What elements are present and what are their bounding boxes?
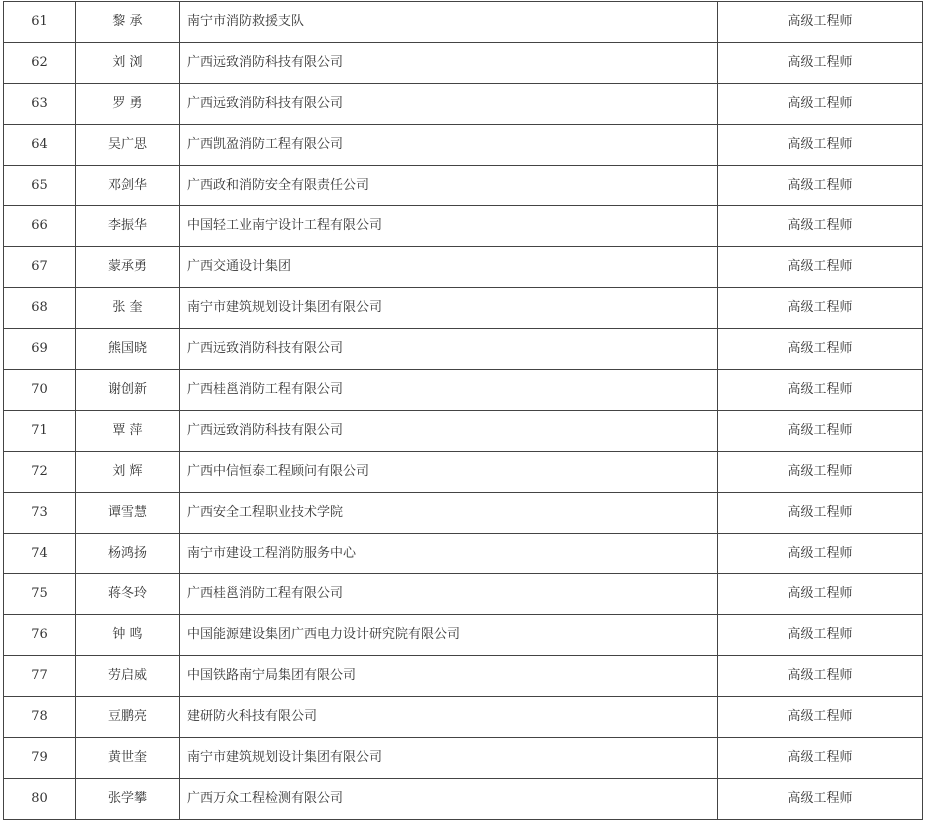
organization-name: 广西桂邕消防工程有限公司 — [180, 574, 718, 615]
row-number: 77 — [4, 656, 76, 697]
table-row — [4, 738, 923, 779]
table-row — [4, 329, 923, 370]
table-row — [4, 206, 923, 247]
professional-title: 高级工程师 — [718, 410, 923, 451]
organization-name: 南宁市建设工程消防服务中心 — [180, 533, 718, 574]
row-number: 72 — [4, 451, 76, 492]
professional-title: 高级工程师 — [718, 2, 923, 43]
person-name: 罗 勇 — [76, 83, 180, 124]
person-name: 覃 萍 — [76, 410, 180, 451]
table-row — [4, 288, 923, 329]
professional-title: 高级工程师 — [718, 42, 923, 83]
person-name: 吴广思 — [76, 124, 180, 165]
person-name: 蒙承勇 — [76, 247, 180, 288]
organization-name: 广西远致消防科技有限公司 — [180, 410, 718, 451]
professional-title: 高级工程师 — [718, 656, 923, 697]
professional-title: 高级工程师 — [718, 574, 923, 615]
table-row — [4, 656, 923, 697]
row-number: 80 — [4, 778, 76, 819]
professional-title: 高级工程师 — [718, 738, 923, 779]
organization-name: 广西远致消防科技有限公司 — [180, 83, 718, 124]
professional-title: 高级工程师 — [718, 206, 923, 247]
row-number: 63 — [4, 83, 76, 124]
table-row — [4, 2, 923, 43]
table-row — [4, 574, 923, 615]
table-row — [4, 697, 923, 738]
person-name: 黎 承 — [76, 2, 180, 43]
professional-title: 高级工程师 — [718, 329, 923, 370]
organization-name: 中国轻工业南宁设计工程有限公司 — [180, 206, 718, 247]
person-name: 豆鹏亮 — [76, 697, 180, 738]
professional-title: 高级工程师 — [718, 370, 923, 411]
person-name: 钟 鸣 — [76, 615, 180, 656]
professional-title: 高级工程师 — [718, 492, 923, 533]
row-number: 78 — [4, 697, 76, 738]
row-number: 76 — [4, 615, 76, 656]
professional-title: 高级工程师 — [718, 778, 923, 819]
professional-title: 高级工程师 — [718, 697, 923, 738]
person-name: 熊国晓 — [76, 329, 180, 370]
row-number: 71 — [4, 410, 76, 451]
row-number: 68 — [4, 288, 76, 329]
table-row — [4, 615, 923, 656]
person-name: 张学攀 — [76, 778, 180, 819]
table-row — [4, 778, 923, 819]
organization-name: 南宁市建筑规划设计集团有限公司 — [180, 288, 718, 329]
organization-name: 广西凯盈消防工程有限公司 — [180, 124, 718, 165]
table-row — [4, 492, 923, 533]
row-number: 73 — [4, 492, 76, 533]
person-name: 黄世奎 — [76, 738, 180, 779]
organization-name: 南宁市消防救援支队 — [180, 2, 718, 43]
person-name: 张 奎 — [76, 288, 180, 329]
table-row — [4, 124, 923, 165]
professional-title: 高级工程师 — [718, 165, 923, 206]
row-number: 69 — [4, 329, 76, 370]
organization-name: 建研防火科技有限公司 — [180, 697, 718, 738]
organization-name: 南宁市建筑规划设计集团有限公司 — [180, 738, 718, 779]
person-name: 邓剑华 — [76, 165, 180, 206]
organization-name: 广西政和消防安全有限责任公司 — [180, 165, 718, 206]
organization-name: 中国铁路南宁局集团有限公司 — [180, 656, 718, 697]
organization-name: 广西桂邕消防工程有限公司 — [180, 370, 718, 411]
organization-name: 广西交通设计集团 — [180, 247, 718, 288]
table-row — [4, 451, 923, 492]
person-name: 谭雪慧 — [76, 492, 180, 533]
organization-name: 中国能源建设集团广西电力设计研究院有限公司 — [180, 615, 718, 656]
organization-name: 广西远致消防科技有限公司 — [180, 329, 718, 370]
table-row — [4, 370, 923, 411]
roster-table-body — [4, 2, 923, 820]
row-number: 61 — [4, 2, 76, 43]
table-row — [4, 165, 923, 206]
row-number: 62 — [4, 42, 76, 83]
professional-title: 高级工程师 — [718, 83, 923, 124]
row-number: 64 — [4, 124, 76, 165]
professional-title: 高级工程师 — [718, 533, 923, 574]
row-number: 79 — [4, 738, 76, 779]
table-row — [4, 410, 923, 451]
person-name: 蒋冬玲 — [76, 574, 180, 615]
person-name: 刘 浏 — [76, 42, 180, 83]
professional-title: 高级工程师 — [718, 615, 923, 656]
professional-title: 高级工程师 — [718, 288, 923, 329]
person-name: 李振华 — [76, 206, 180, 247]
organization-name: 广西中信恒泰工程顾问有限公司 — [180, 451, 718, 492]
professional-title: 高级工程师 — [718, 451, 923, 492]
organization-name: 广西万众工程检测有限公司 — [180, 778, 718, 819]
row-number: 65 — [4, 165, 76, 206]
table-row — [4, 83, 923, 124]
table-row — [4, 247, 923, 288]
person-name: 刘 辉 — [76, 451, 180, 492]
row-number: 70 — [4, 370, 76, 411]
roster-table — [3, 1, 923, 820]
table-row — [4, 42, 923, 83]
row-number: 74 — [4, 533, 76, 574]
organization-name: 广西远致消防科技有限公司 — [180, 42, 718, 83]
professional-title: 高级工程师 — [718, 247, 923, 288]
row-number: 66 — [4, 206, 76, 247]
person-name: 劳启威 — [76, 656, 180, 697]
person-name: 谢创新 — [76, 370, 180, 411]
row-number: 75 — [4, 574, 76, 615]
row-number: 67 — [4, 247, 76, 288]
person-name: 杨鸿扬 — [76, 533, 180, 574]
organization-name: 广西安全工程职业技术学院 — [180, 492, 718, 533]
professional-title: 高级工程师 — [718, 124, 923, 165]
table-row — [4, 533, 923, 574]
